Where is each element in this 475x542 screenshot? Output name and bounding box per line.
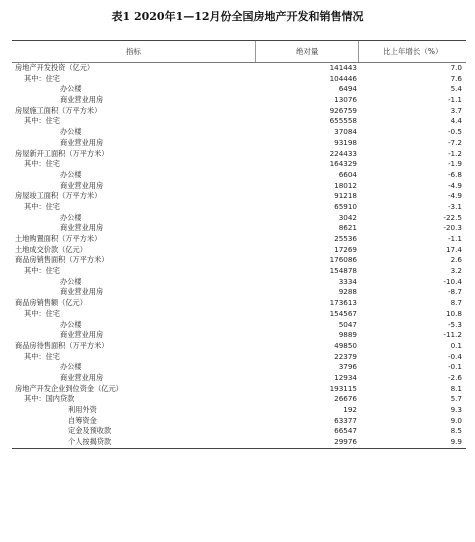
table-row (12, 223, 466, 234)
table-row (12, 138, 466, 149)
row-change: 10.8 (445, 308, 462, 318)
row-indicator: 商业营业用房 (60, 95, 104, 105)
table-row (12, 352, 466, 363)
table-row (12, 116, 466, 127)
row-value: 3334 (338, 276, 357, 286)
row-indicator: 其中：住宅 (24, 116, 60, 126)
table-row (12, 362, 466, 373)
table-row (12, 287, 466, 298)
row-indicator: 利用外资 (68, 405, 97, 414)
row-indicator: 房地产开发投资（亿元） (15, 63, 95, 72)
row-indicator: 其中：住宅 (24, 308, 60, 318)
table-row (12, 84, 466, 95)
row-value: 93198 (334, 137, 357, 147)
row-change: -1.2 (447, 148, 462, 158)
row-change: 7.0 (450, 63, 462, 72)
row-change: 7.6 (450, 73, 462, 83)
row-change: -0.1 (447, 362, 462, 372)
table-row (12, 266, 466, 277)
table-row (12, 330, 466, 341)
row-change: -20.3 (443, 223, 462, 233)
row-change: -3.1 (447, 201, 462, 211)
table-row (12, 298, 466, 309)
row-indicator: 办公楼 (60, 212, 82, 222)
row-value: 104446 (329, 73, 357, 83)
row-indicator: 办公楼 (60, 319, 82, 329)
row-indicator: 其中：住宅 (24, 351, 60, 361)
table-row (12, 416, 466, 427)
table-row (12, 234, 466, 245)
row-indicator: 其中：住宅 (24, 266, 60, 276)
row-value: 91218 (334, 191, 357, 201)
row-value: 65910 (334, 201, 357, 211)
row-change: 9.0 (450, 415, 462, 425)
row-value: 17269 (334, 244, 357, 254)
row-indicator: 办公楼 (60, 362, 82, 372)
row-value: 192 (343, 405, 357, 414)
row-change: 4.4 (450, 116, 462, 126)
row-value: 49850 (334, 340, 357, 350)
table-row (12, 213, 466, 224)
row-change: -1.1 (447, 234, 462, 243)
row-change: -10.4 (443, 276, 462, 286)
row-value: 173613 (329, 298, 357, 308)
table-row (12, 63, 466, 74)
row-value: 141443 (329, 63, 357, 72)
row-change: -0.4 (447, 351, 462, 361)
row-change: -7.2 (447, 137, 462, 147)
row-indicator: 定金及预收款 (68, 426, 112, 436)
row-value: 3042 (338, 212, 357, 222)
row-value: 6494 (338, 84, 357, 94)
row-indicator: 办公楼 (60, 84, 82, 94)
row-indicator: 办公楼 (60, 127, 82, 137)
row-value: 224433 (329, 148, 357, 158)
row-indicator: 办公楼 (60, 169, 82, 179)
row-indicator: 土地购置面积（万平方米） (15, 234, 102, 243)
table-row (12, 277, 466, 288)
row-change: -2.6 (447, 372, 462, 382)
row-change: 9.3 (450, 405, 462, 414)
header-change: 比上年增长（%） (382, 47, 443, 56)
row-change: 9.9 (450, 437, 462, 447)
table-row (12, 181, 466, 192)
row-value: 5047 (338, 319, 357, 329)
row-indicator: 商业营业用房 (60, 287, 104, 297)
table-row (12, 245, 466, 256)
row-change: 8.1 (450, 383, 462, 393)
row-change: -8.7 (447, 287, 462, 297)
row-value: 8621 (338, 223, 357, 233)
row-change: -1.9 (447, 159, 462, 169)
row-indicator: 其中：国内贷款 (24, 394, 75, 404)
row-indicator: 房地产开发企业到位资金（亿元） (15, 383, 123, 393)
header-value: 绝对量 (255, 41, 360, 62)
row-change: -4.9 (447, 180, 462, 190)
row-value: 29976 (334, 437, 357, 447)
row-change: -6.8 (447, 169, 462, 179)
row-value: 176086 (329, 255, 357, 265)
row-value: 12934 (334, 372, 357, 382)
row-value: 13076 (334, 95, 357, 105)
row-value: 66547 (334, 426, 357, 436)
row-indicator: 商业营业用房 (60, 137, 104, 147)
row-change: 0.1 (450, 340, 462, 350)
row-change: -11.2 (443, 330, 462, 340)
data-table (12, 40, 466, 449)
row-indicator: 其中：住宅 (24, 73, 60, 83)
row-change: 2.6 (450, 255, 462, 265)
table-row (12, 191, 466, 202)
row-change: 3.7 (450, 105, 462, 115)
row-change: 8.5 (450, 426, 462, 436)
row-change: -1.1 (447, 95, 462, 105)
table-row (12, 127, 466, 138)
row-indicator: 其中：住宅 (24, 201, 60, 211)
row-change: 8.7 (450, 298, 462, 308)
table-row (12, 394, 466, 405)
row-value: 37084 (334, 127, 357, 137)
row-change: 17.4 (445, 244, 462, 254)
row-indicator: 商品房待售面积（万平方米） (15, 340, 109, 350)
row-value: 3796 (338, 362, 357, 372)
table-row (12, 320, 466, 331)
table-header (12, 41, 466, 63)
row-value: 193115 (329, 383, 357, 393)
row-indicator: 商业营业用房 (60, 223, 104, 233)
table-row (12, 384, 466, 395)
table-row (12, 202, 466, 213)
row-change: 5.4 (450, 84, 462, 94)
table-row (12, 159, 466, 170)
table-body (12, 63, 466, 448)
row-value: 154878 (329, 266, 357, 276)
table-row (12, 106, 466, 117)
row-change: -4.9 (447, 191, 462, 201)
row-indicator: 商业营业用房 (60, 330, 104, 340)
row-value: 164329 (329, 159, 357, 169)
row-value: 655558 (329, 116, 357, 126)
table-row (12, 426, 466, 437)
row-indicator: 商业营业用房 (60, 180, 104, 190)
row-indicator: 商业营业用房 (60, 372, 104, 382)
row-indicator: 房屋竣工面积（万平方米） (15, 191, 102, 201)
row-value: 154567 (329, 308, 357, 318)
row-indicator: 房屋新开工面积（万平方米） (15, 148, 109, 158)
row-value: 26676 (334, 394, 357, 404)
table-title: 表1 2020年1—12月份全国房地产开发和销售情况 (111, 10, 364, 23)
row-indicator: 自筹资金 (68, 415, 97, 425)
header-indicator: 指标 (125, 47, 141, 56)
row-change: -22.5 (443, 212, 462, 222)
row-value: 25536 (334, 234, 357, 243)
row-indicator: 房屋施工面积（万平方米） (15, 105, 102, 115)
row-indicator: 其中：住宅 (24, 159, 60, 169)
row-change: -0.5 (447, 127, 462, 137)
row-indicator: 商品房销售额（亿元） (15, 298, 87, 308)
table-row (12, 405, 466, 416)
row-value: 6604 (338, 169, 357, 179)
row-change: 5.7 (450, 394, 462, 404)
row-indicator: 土地成交价款（亿元） (15, 244, 87, 254)
table-row (12, 95, 466, 106)
table-row (12, 373, 466, 384)
row-value: 18012 (334, 180, 357, 190)
row-indicator: 商品房销售面积（万平方米） (15, 255, 109, 265)
row-indicator: 办公楼 (60, 276, 82, 286)
row-value: 22379 (334, 351, 357, 361)
table-row (12, 255, 466, 266)
table-row (12, 341, 466, 352)
row-value: 9288 (338, 287, 357, 297)
row-change: 3.2 (450, 266, 462, 276)
row-change: -5.3 (447, 319, 462, 329)
table-row (12, 74, 466, 85)
row-indicator: 个人按揭贷款 (68, 437, 112, 447)
table-row (12, 437, 466, 448)
table-row (12, 149, 466, 160)
table-row (12, 309, 466, 320)
table-row (12, 170, 466, 181)
row-value: 926759 (329, 105, 357, 115)
row-value: 9889 (338, 330, 357, 340)
row-value: 63377 (334, 415, 357, 425)
